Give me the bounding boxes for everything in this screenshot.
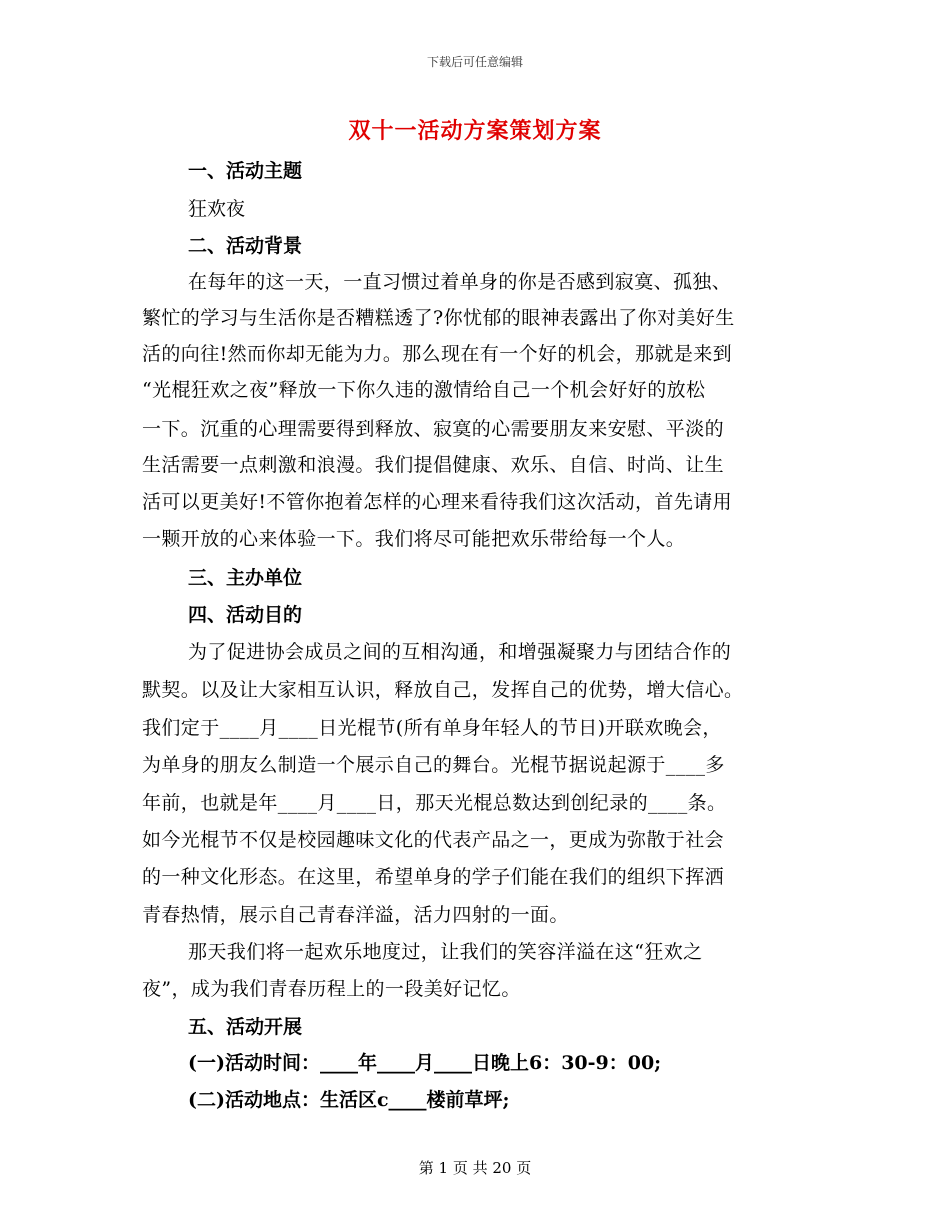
section-heading-organizer: 三、主办单位 (188, 567, 303, 589)
purpose-line: 那天我们将一起欢乐地度过，让我们的笑容洋溢在这“狂欢之 (188, 941, 703, 963)
background-line: 一下。沉重的心理需要得到释放、寂寞的心需要朋友来安慰、平淡的 (142, 418, 725, 440)
activity-time: (一)活动时间：____年____月____日晚上6：30-9：00; (188, 1052, 662, 1074)
background-line: “光棍狂欢之夜”释放一下你久违的激情给自己一个机会好好的放松 (142, 379, 706, 401)
purpose-line: 年前，也就是年____月____日，那天光棍总数达到创纪录的____条。 (142, 792, 727, 814)
theme-text: 狂欢夜 (188, 198, 246, 220)
page-header-note: 下载后可任意编辑 (426, 55, 523, 69)
document-title: 双十一活动方案策划方案 (348, 118, 602, 144)
background-line: 活可以更美好!不管你抱着怎样的心理来看待我们这次活动，首先请用 (142, 491, 733, 513)
background-line: 生活需要一点刺激和浪漫。我们提倡健康、欢乐、自信、时尚、让生 (142, 454, 725, 476)
background-line: 活的向往!然而你却无能为力。那么现在有一个好的机会，那就是来到 (142, 343, 733, 365)
purpose-line: 为单身的朋友么制造一个展示自己的舞台。光棍节据说起源于____多 (142, 754, 725, 776)
background-line: 一颗开放的心来体验一下。我们将尽可能把欢乐带给每一个人。 (142, 528, 686, 550)
section-heading-purpose: 四、活动目的 (188, 604, 303, 626)
purpose-line: 为了促进协会成员之间的互相沟通，和增强凝聚力与团结合作的 (188, 641, 732, 663)
activity-location: (二)活动地点：生活区c____楼前草坪; (188, 1089, 510, 1111)
page-number: 第 1 页 共 20 页 (418, 1159, 532, 1177)
purpose-line: 如今光棍节不仅是校园趣味文化的代表产品之一，更成为弥散于社会 (142, 829, 725, 851)
section-heading-activities: 五、活动开展 (188, 1016, 303, 1038)
purpose-line: 夜”，成为我们青春历程上的一段美好记忆。 (142, 978, 521, 1000)
purpose-line: 默契。以及让大家相互认识，释放自己，发挥自己的优势，增大信心。 (142, 679, 744, 701)
purpose-line: 青春热情，展示自己青春洋溢，活力四射的一面。 (142, 904, 569, 926)
background-line: 在每年的这一天，一直习惯过着单身的你是否感到寂寞、孤独、 (188, 271, 732, 293)
background-line: 繁忙的学习与生活你是否糟糕透了?你忧郁的眼神表露出了你对美好生 (142, 307, 735, 329)
section-heading-background: 二、活动背景 (188, 235, 303, 257)
purpose-line: 我们定于____月____日光棍节(所有单身年轻人的节日)开联欢晚会， (142, 717, 722, 739)
purpose-line: 的一种文化形态。在这里，希望单身的学子们能在我们的组织下挥洒 (142, 866, 725, 888)
section-heading-theme: 一、活动主题 (188, 160, 303, 182)
